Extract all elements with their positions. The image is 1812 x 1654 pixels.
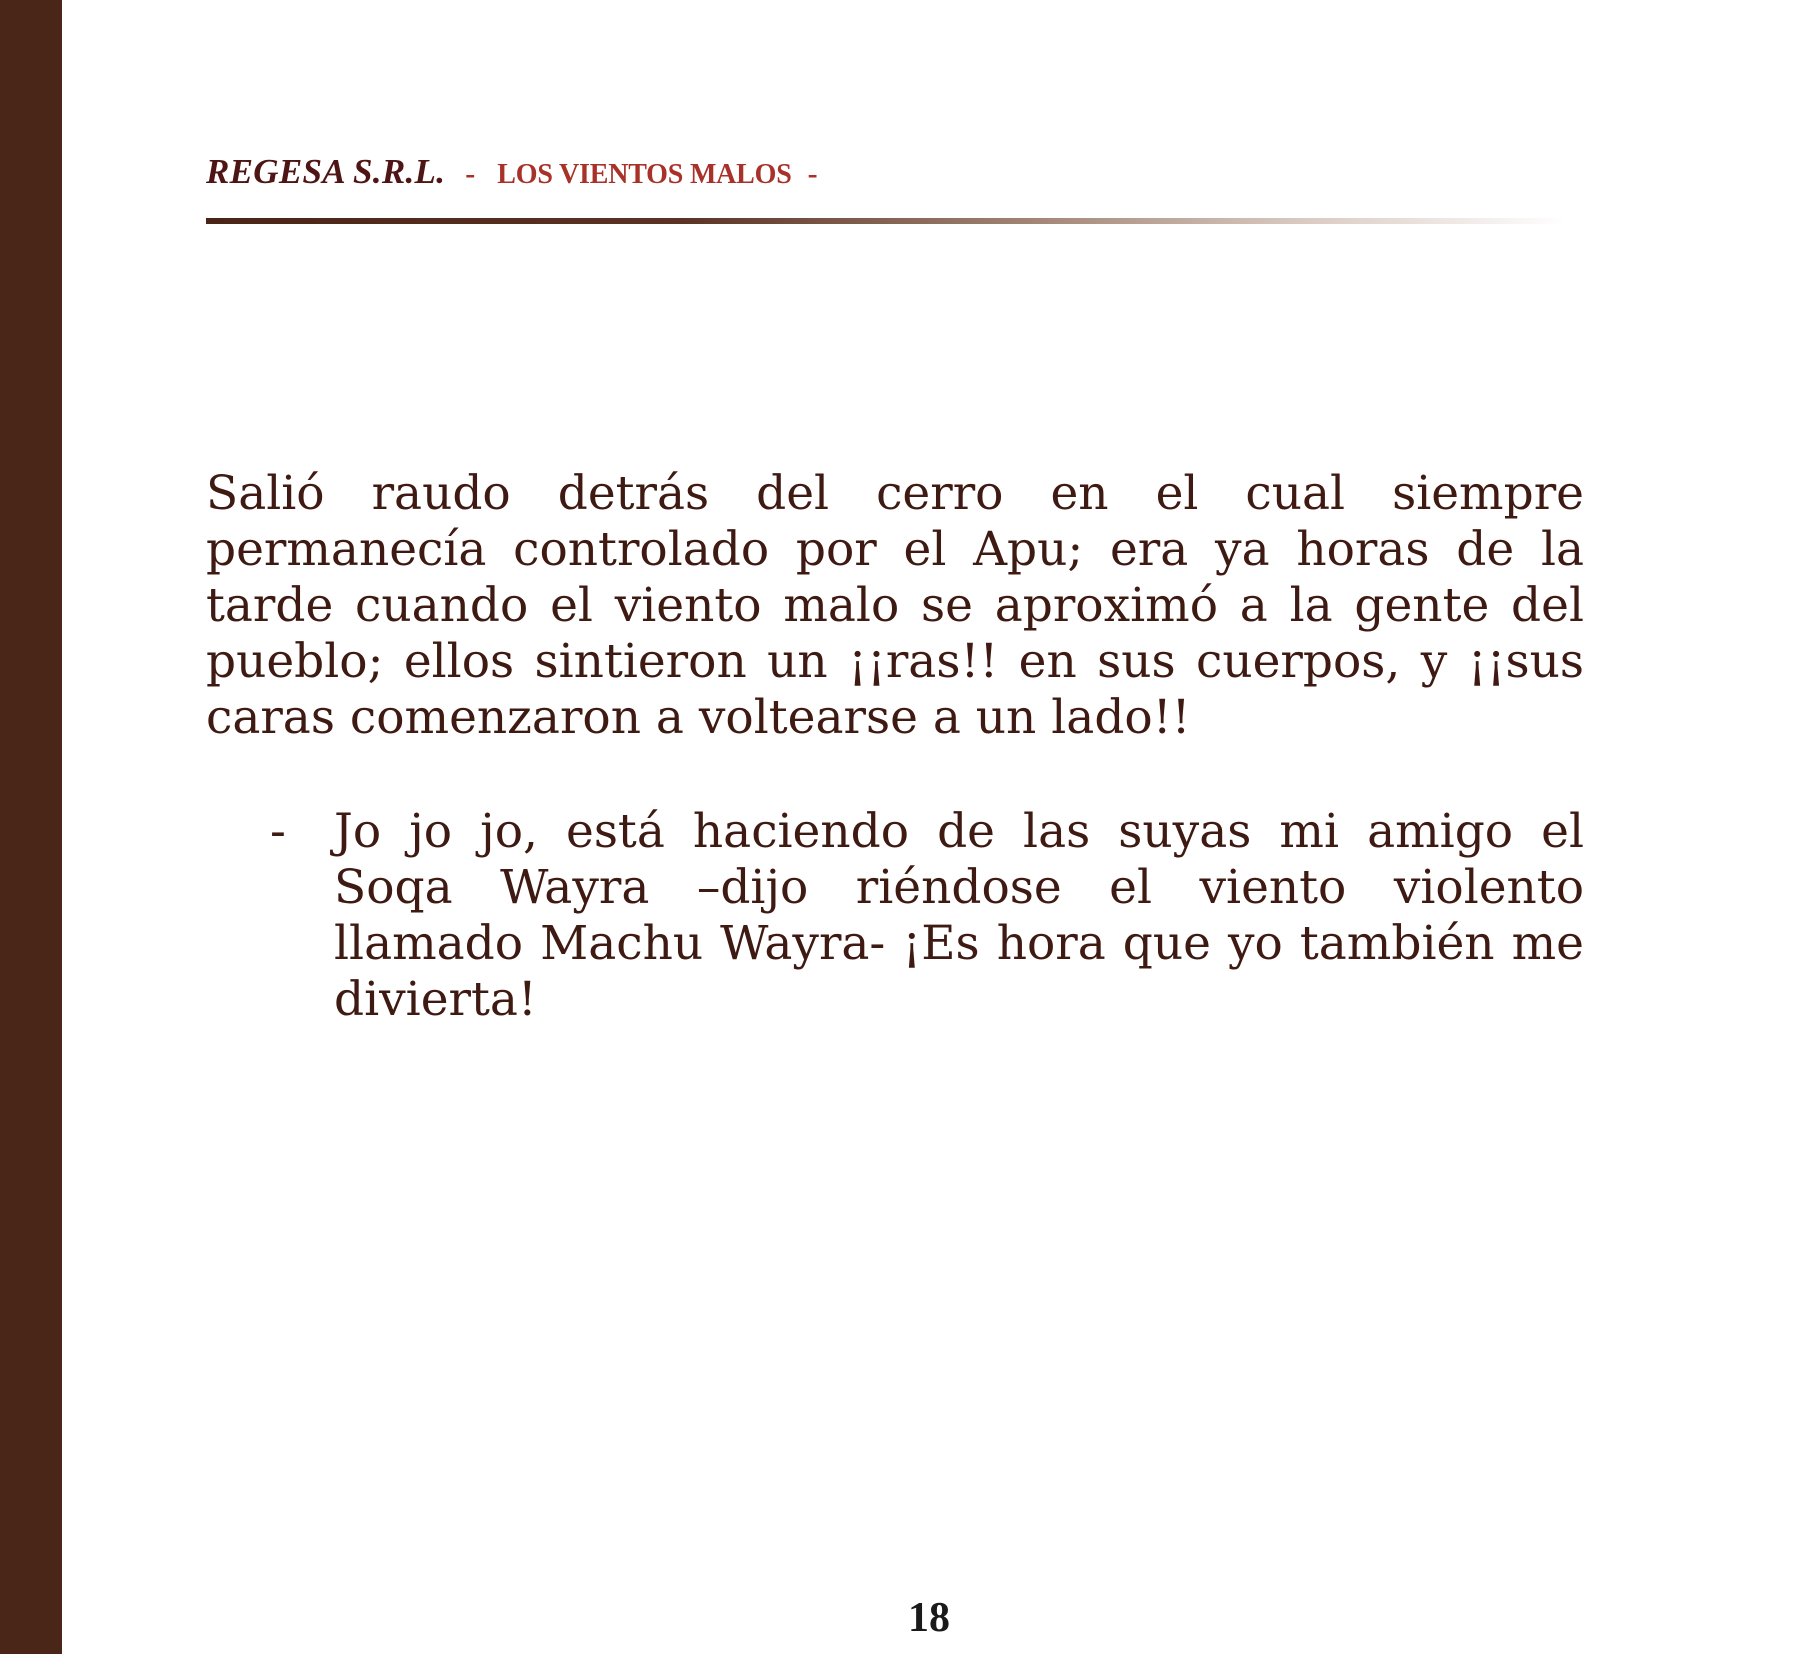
dialogue-dash: - xyxy=(270,804,286,859)
story-paragraph: Salió raudo detrás del cerro en el cual siempre permanecía controlado por el Apu; era ya horas de la tarde cuando el viento malo se aproximó a la gente del pueblo; ellos sintieron un ¡¡ras!! en sus cuerpos, y ¡¡sus caras comenzaron a voltearse a un lado!! xyxy=(206,466,1584,745)
header-separator: - xyxy=(465,157,476,190)
book-title: LOS VIENTOS MALOS xyxy=(497,159,792,190)
dialogue-block xyxy=(206,804,1584,1028)
header-rule xyxy=(206,218,1566,224)
running-header xyxy=(206,152,818,194)
header-trailing-separator: - xyxy=(807,157,818,190)
dialogue-text: Jo jo jo, está haciendo de las suyas mi amigo el Soqa Wayra –dijo riéndose el viento violento llamado Machu Wayra- ¡Es hora que yo también me divierta! xyxy=(334,804,1584,1027)
page-number: 18 xyxy=(908,1595,950,1641)
book-spine xyxy=(0,0,62,1654)
publisher-name: REGESA S.R.L. xyxy=(206,152,446,191)
